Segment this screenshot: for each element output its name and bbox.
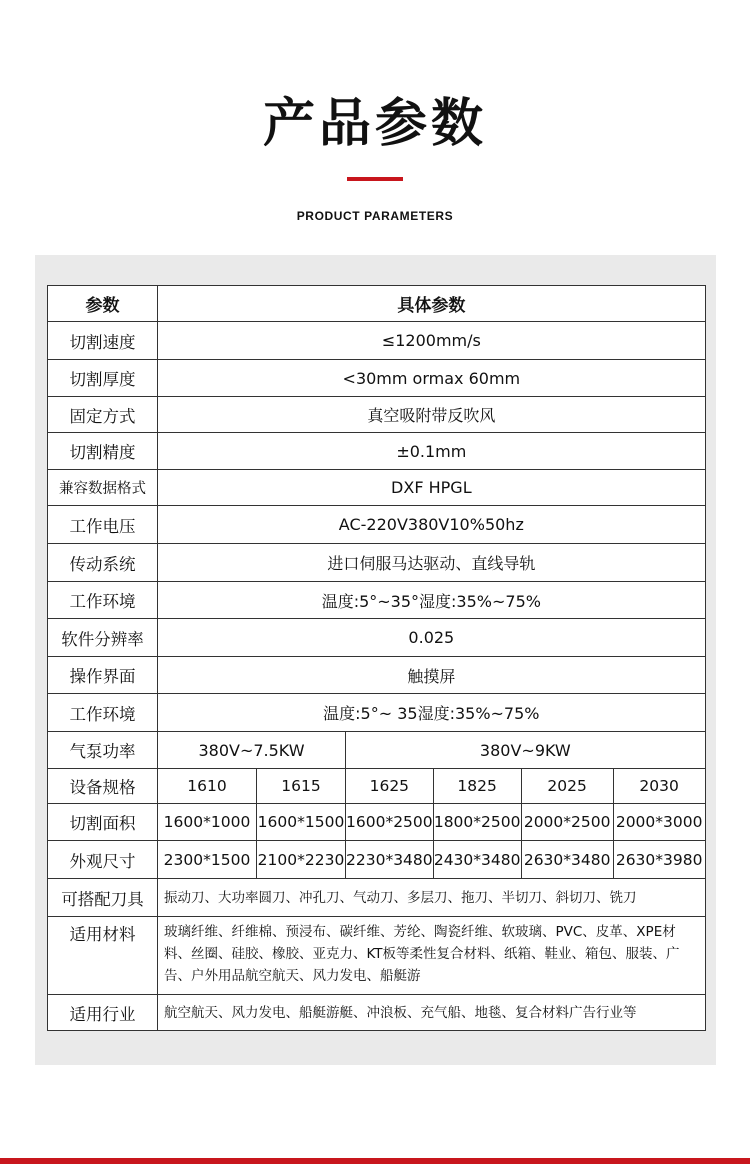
dimension-cell: 2230*3480 [346, 841, 434, 879]
dimension-cell: 2630*3480 [521, 841, 613, 879]
table-row [48, 322, 706, 360]
row-label: 气泵功率 [48, 732, 158, 769]
row-label: 切割厚度 [48, 360, 158, 397]
cut-area-cell: 1600*1000 [158, 804, 257, 841]
model-cell: 2025 [521, 769, 613, 804]
models-row [48, 769, 706, 804]
table-row [48, 619, 706, 657]
row-value: 0.025 [158, 619, 706, 657]
row-label: 适用材料 [48, 917, 158, 995]
row-label: 工作环境 [48, 694, 158, 732]
cut-area-cell: 2000*2500 [521, 804, 613, 841]
row-label: 切割精度 [48, 433, 158, 470]
row-value: 真空吸附带反吹风 [158, 397, 706, 433]
row-value: ±0.1mm [158, 433, 706, 470]
page-title: 产品参数 [262, 94, 487, 154]
materials-row [48, 917, 706, 995]
industries-value: 航空航天、风力发电、船艇游艇、冲浪板、充气船、地毯、复合材料广告行业等 [158, 995, 706, 1031]
row-label: 兼容数据格式 [48, 470, 158, 506]
row-value: DXF HPGL [158, 470, 706, 506]
model-cell: 1610 [158, 769, 257, 804]
table-row [48, 582, 706, 619]
materials-value: 玻璃纤维、纤维棉、预浸布、碳纤维、芳纶、陶瓷纤维、软玻璃、PVC、皮革、XPE材料、丝圈、硅胶、橡胶、亚克力、KT板等柔性复合材料、纸箱、鞋业、箱包、服装、广告、户外用品航空航天、风力发电、船艇游 [158, 917, 706, 995]
bottom-accent-bar [0, 1158, 750, 1164]
tools-row [48, 879, 706, 917]
row-value: AC-220V380V10%50hz [158, 506, 706, 544]
row-label: 切割速度 [48, 322, 158, 360]
pump-row [48, 732, 706, 769]
header-param: 参数 [48, 286, 158, 322]
pump-value-b: 380V~9KW [346, 732, 706, 769]
row-label: 外观尺寸 [48, 841, 158, 879]
dimension-cell: 2630*3980 [613, 841, 705, 879]
dimension-cell: 2430*3480 [433, 841, 521, 879]
dimension-cell: 2300*1500 [158, 841, 257, 879]
row-label: 设备规格 [48, 769, 158, 804]
industries-row [48, 995, 706, 1031]
row-label: 工作电压 [48, 506, 158, 544]
model-cell: 1825 [433, 769, 521, 804]
row-label: 传动系统 [48, 544, 158, 582]
tools-value: 振动刀、大功率圆刀、冲孔刀、气动刀、多层刀、拖刀、半切刀、斜切刀、铣刀 [158, 879, 706, 917]
row-label: 固定方式 [48, 397, 158, 433]
table-row [48, 360, 706, 397]
table-row [48, 506, 706, 544]
table-row [48, 470, 706, 506]
model-cell: 1625 [346, 769, 434, 804]
title-underline [347, 177, 403, 181]
row-value: 触摸屏 [158, 657, 706, 694]
spec-table [47, 285, 706, 1031]
header-spec: 具体参数 [158, 286, 706, 322]
row-label: 可搭配刀具 [48, 879, 158, 917]
row-label: 工作环境 [48, 582, 158, 619]
row-label: 切割面积 [48, 804, 158, 841]
row-label: 适用行业 [48, 995, 158, 1031]
cut-area-cell: 1600*2500 [346, 804, 434, 841]
table-header-row [48, 286, 706, 322]
row-value: <30mm ormax 60mm [158, 360, 706, 397]
cut-area-cell: 2000*3000 [613, 804, 705, 841]
model-cell: 1615 [257, 769, 346, 804]
row-label: 软件分辨率 [48, 619, 158, 657]
cut-area-cell: 1800*2500 [433, 804, 521, 841]
row-value: 进口伺服马达驱动、直线导轨 [158, 544, 706, 582]
row-value: 温度:5°~35°湿度:35%~75% [158, 582, 706, 619]
dimensions-row [48, 841, 706, 879]
table-row [48, 397, 706, 433]
page-subtitle: PRODUCT PARAMETERS [296, 209, 454, 223]
table-row [48, 657, 706, 694]
row-value: 温度:5°~ 35湿度:35%~75% [158, 694, 706, 732]
cut-area-row [48, 804, 706, 841]
table-row [48, 544, 706, 582]
row-value: ≤1200mm/s [158, 322, 706, 360]
row-label: 操作界面 [48, 657, 158, 694]
pump-value-a: 380V~7.5KW [158, 732, 346, 769]
table-row [48, 433, 706, 470]
cut-area-cell: 1600*1500 [257, 804, 346, 841]
table-row [48, 694, 706, 732]
model-cell: 2030 [613, 769, 705, 804]
dimension-cell: 2100*2230 [257, 841, 346, 879]
